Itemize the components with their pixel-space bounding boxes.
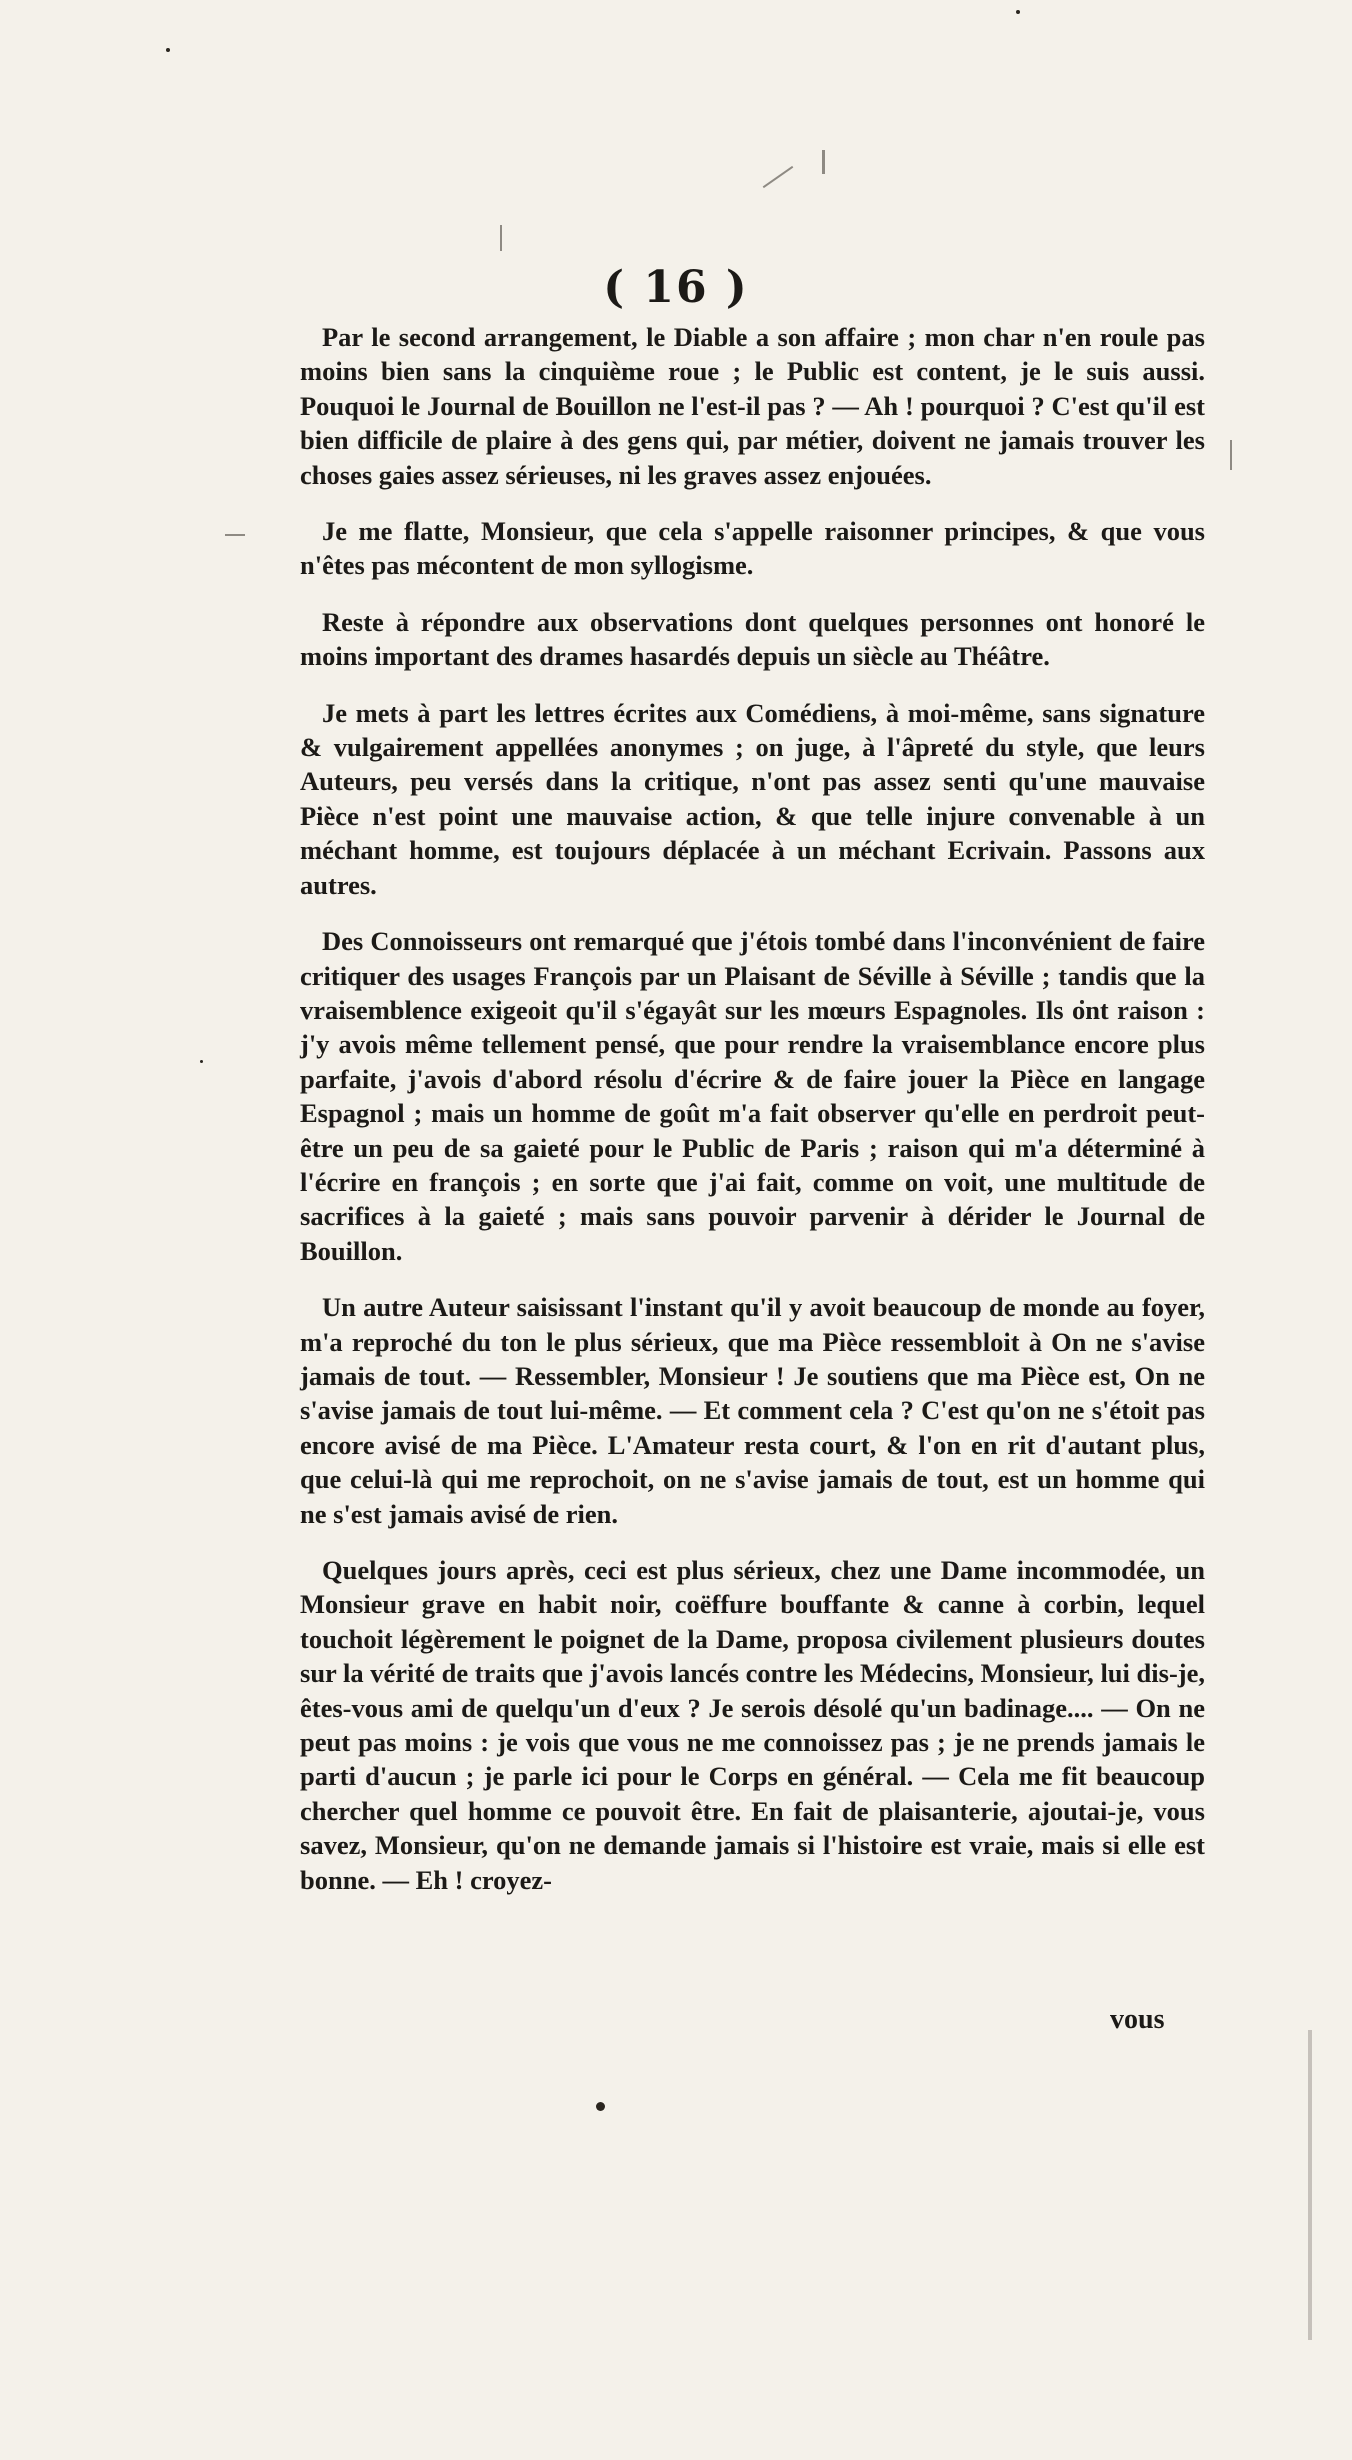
print-artifact (225, 534, 245, 536)
catchword: vous (1110, 2004, 1165, 2035)
paragraph-5: Des Connoisseurs ont remarqué que j'étois tombé dans l'inconvénient de faire critiquer des usages François par un Plaisant de Séville à Séville ; tandis que la vraisemblence exigeoit qu'il s'égayât sur les mœurs Espagnoles. Ils ont raison : j'y avois même tellement pensé, que pour rendre la vraisemblance encore plus parfaite, j'avois d'abord résolu d'écrire & de faire jouer la Pièce en langage Espagnol ; mais un homme de goût m'a fait observer qu'elle en perdroit peut-être un peu de sa gaieté pour le Public de Paris ; raison qui m'a déterminé à l'écrire en françois ; en sorte que j'ai fait, comme on voit, une multitude de sacrifices à la gaieté ; mais sans pouvoir parvenir à dérider le Journal de Bouillon. (300, 926, 1205, 1266)
print-artifact (596, 2102, 605, 2111)
body-text (300, 320, 1205, 1897)
page-number: ( 16 ) (603, 262, 749, 313)
print-artifact (822, 150, 825, 174)
paragraph-1: Par le second arrangement, le Diable a son affaire ; mon char n'en roule pas moins bien sans la cinquième roue ; le Public est content, je le suis aussi. Pouquoi le Journal de Bouillon ne l'est-il pas ? — Ah ! pourquoi ? C'est qu'il est bien difficile de plaire à des gens qui, par métier, doivent ne jamais trouver les choses gaies assez sérieuses, ni les graves assez enjouées. (300, 322, 1205, 490)
paragraph-2: Je me flatte, Monsieur, que cela s'appelle raisonner principes, & que vous n'êtes pas mécontent de mon syllogisme. (300, 516, 1205, 581)
print-artifact (763, 166, 794, 188)
paragraph-6: Un autre Auteur saisissant l'instant qu'il y avoit beaucoup de monde au foyer, m'a reproché du ton le plus sérieux, que ma Pièce ressembloit à On ne s'avise jamais de tout. — Ressembler, Monsieur ! Je soutiens que ma Pièce est, On ne s'avise jamais de tout lui-même. — Et comment cela ? C'est qu'on ne s'étoit pas encore avisé de ma Pièce. L'Amateur resta court, & l'on en rit d'autant plus, que celui-là qui me reprochoit, on ne s'avise jamais de tout, est un homme qui ne s'est jamais avisé de rien. (300, 1292, 1205, 1529)
print-artifact (1230, 440, 1232, 470)
print-artifact (166, 48, 170, 52)
print-artifact (1308, 2030, 1312, 2340)
paragraph-3: Reste à répondre aux observations dont quelques personnes ont honoré le moins important des drames hasardés depuis un siècle au Théâtre. (300, 606, 1205, 672)
print-artifact (500, 225, 502, 251)
print-artifact (200, 1060, 203, 1063)
paragraph-4: Je mets à part les lettres écrites aux Comédiens, à moi-même, sans signature & vulgairement appellées anonymes ; on juge, à l'âpreté du style, que leurs Auteurs, peu versés dans la critique, n'ont pas assez senti qu'une mauvaise Pièce n'est point une mauvaise action, & que telle injure convenable à un méchant homme, est toujours déplacée à un méchant Ecrivain. Passons aux autres. (300, 697, 1205, 900)
print-artifact (1016, 10, 1020, 14)
paragraph-7: Quelques jours après, ceci est plus sérieux, chez une Dame incommodée, un Monsieur grave en habit noir, coëffure bouffante & canne à corbin, lequel touchoit légèrement le poignet de la Dame, proposa civilement plusieurs doutes sur la vérité de traits que j'avois lancés contre les Médecins, Monsieur, lui dis-je, êtes-vous ami de quelqu'un d'eux ? Je serois désolé qu'un badinage.... — On ne peut pas moins : je vois que vous ne me connoissez pas ; je ne prends jamais le parti d'aucun ; je parle ici pour le Corps en général. — Cela me fit beaucoup chercher quel homme ce pouvoit être. En fait de plaisanterie, ajoutai-je, vous savez, Monsieur, qu'on ne demande jamais si l'histoire est vraie, mais si elle est bonne. — Eh ! croyez- (300, 1555, 1205, 1895)
